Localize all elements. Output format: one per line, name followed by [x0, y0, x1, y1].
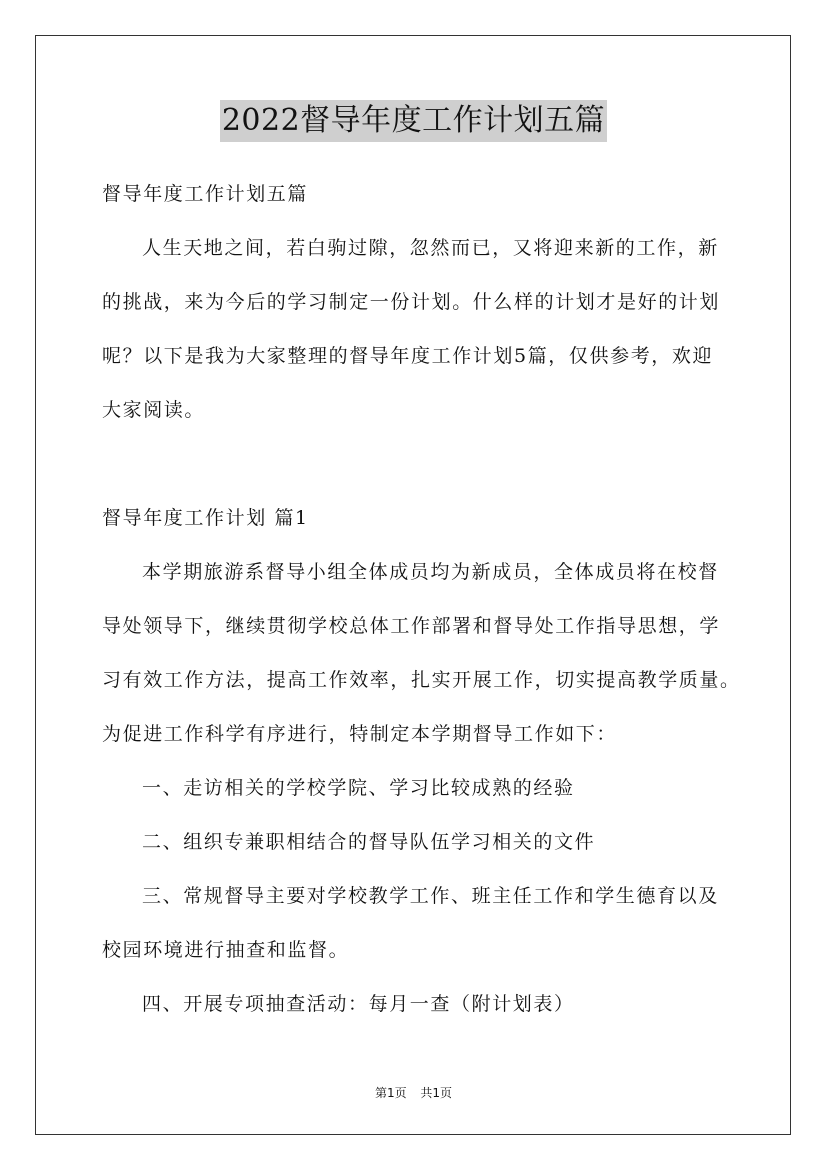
page-number: 第1页: [374, 1086, 407, 1100]
intro-line: 的挑战，来为今后的学习制定一份计划。什么样的计划才是好的计划: [102, 291, 721, 313]
document-body: [102, 176, 741, 1040]
subtitle: 督导年度工作计划五篇: [102, 183, 309, 205]
list-item-3: 三、常规督导主要对学校教学工作、班主任工作和学生德育以及: [142, 885, 719, 907]
section-heading: 督导年度工作计划 篇1: [102, 507, 309, 529]
list-item-1: 一、走访相关的学校学院、学习比较成熟的经验: [142, 777, 575, 799]
section-paragraph-line: 导处领导下，继续贯彻学校总体工作部署和督导处工作指导思想，学: [102, 615, 721, 637]
document-title-wrap: [0, 100, 827, 142]
list-item-4: 四、开展专项抽查活动：每月一查（附计划表）: [142, 993, 575, 1015]
intro-line: 大家阅读。: [102, 399, 206, 421]
list-item-3-continued: 校园环境进行抽查和监督。: [102, 939, 350, 961]
document-title: 2022督导年度工作计划五篇: [220, 100, 607, 142]
section-paragraph-line: 为促进工作科学有序进行，特制定本学期督导工作如下：: [102, 723, 618, 745]
page-total: 共1页: [420, 1086, 453, 1100]
page-footer: [0, 1084, 827, 1101]
paragraph-gap: [102, 446, 728, 500]
intro-line: 人生天地之间，若白驹过隙，忽然而已，又将迎来新的工作，新: [142, 237, 719, 259]
list-item-2: 二、组织专兼职相结合的督导队伍学习相关的文件: [142, 831, 596, 853]
intro-line: 呢？以下是我为大家整理的督导年度工作计划5篇，仅供参考，欢迎: [102, 345, 714, 367]
section-paragraph-line: 本学期旅游系督导小组全体成员均为新成员，全体成员将在校督: [142, 561, 719, 583]
section-paragraph-line: 习有效工作方法，提高工作效率，扎实开展工作，切实提高教学质量。: [102, 669, 741, 691]
